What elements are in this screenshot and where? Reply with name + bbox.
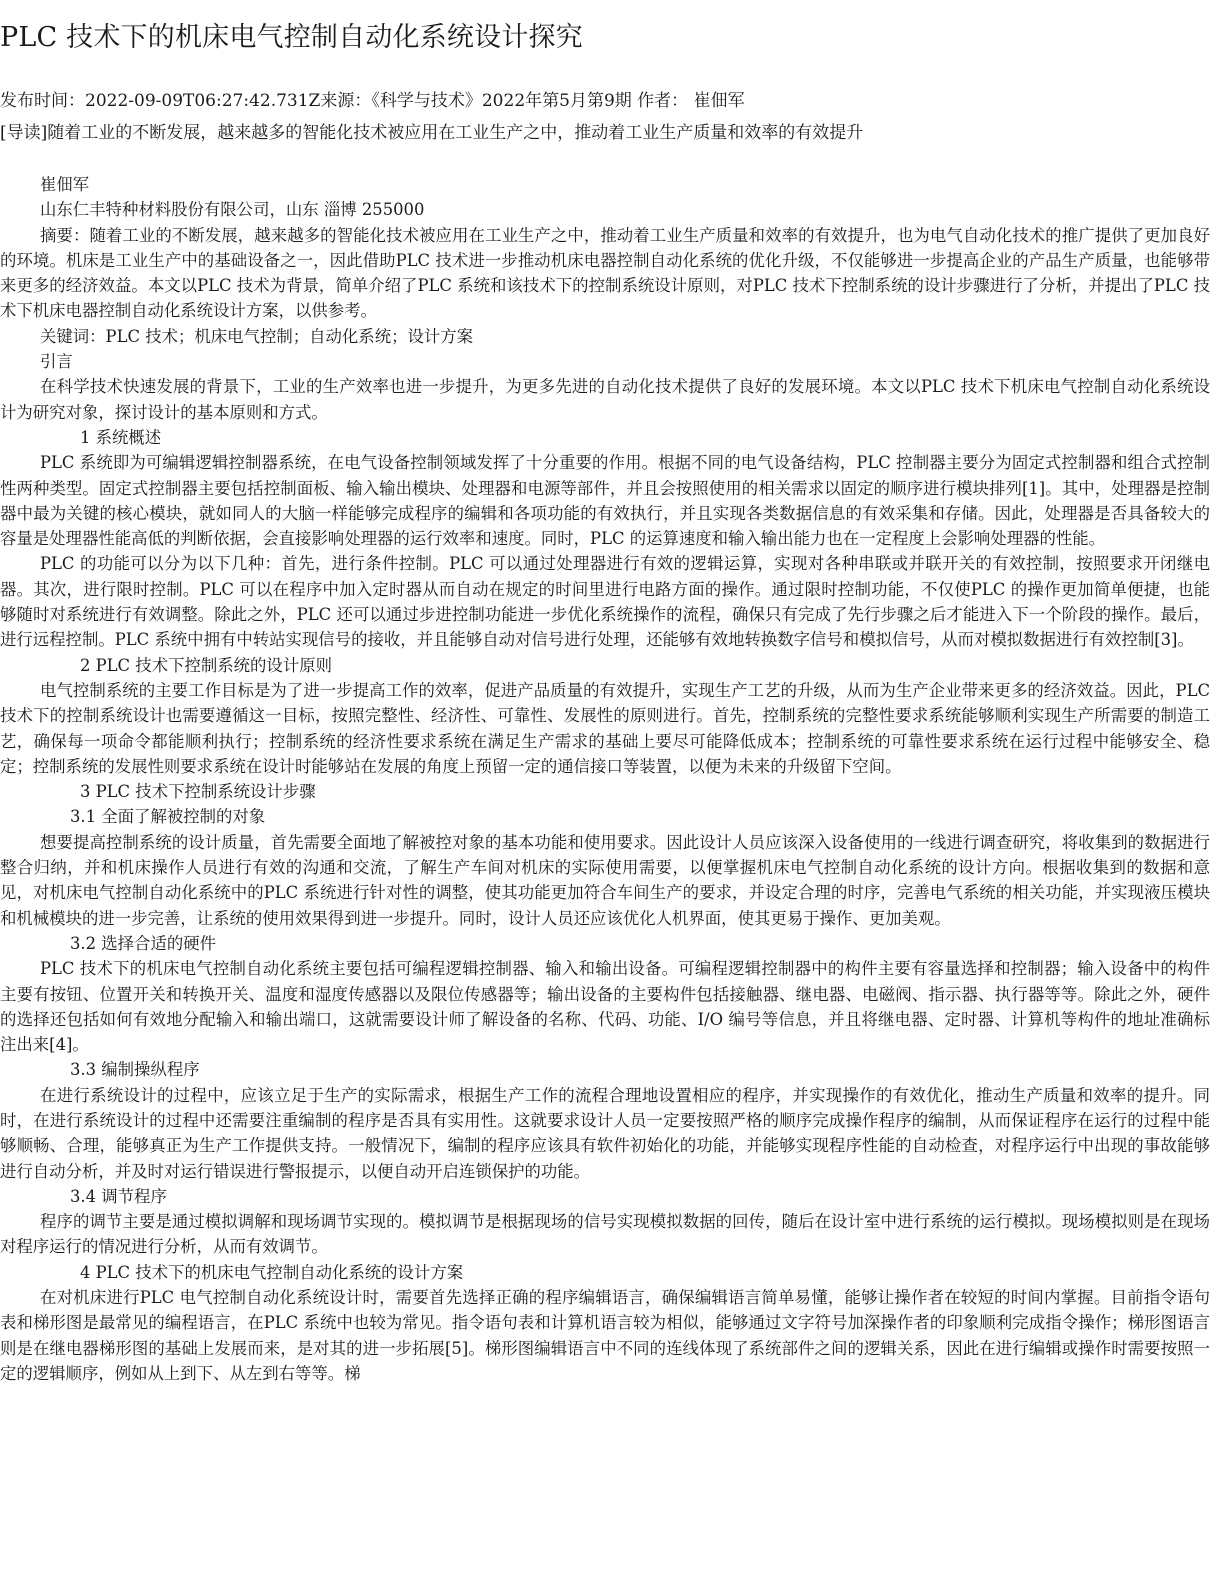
article-body [0, 170, 1210, 1386]
section-4-heading: 4 PLC 技术下的机床电气控制自动化系统的设计方案 [80, 1262, 464, 1282]
section-3-1-heading: 3.1 全面了解被控制的对象 [70, 807, 266, 827]
section-3-2-heading: 3.2 选择合适的硬件 [70, 933, 217, 953]
section-3-4-paragraph: 程序的调节主要是通过模拟调解和现场调节实现的。模拟调节是根据现场的信号实现模拟数据的回传，随后在设计室中进行系统的运行模拟。现场模拟则是在现场对程序运行的情况进行分析，从而有效调节。 [0, 1212, 1210, 1257]
section-1-heading: 1 系统概述 [80, 427, 162, 447]
article-meta: 发布时间：2022-09-09T06:27:42.731Z来源：《科学与技术》2022年第5月第9期 作者： 崔佃军 [0, 91, 745, 111]
article-title: PLC 技术下的机床电气控制自动化系统设计探究 [0, 22, 583, 53]
section-3-4-heading: 3.4 调节程序 [70, 1186, 167, 1206]
section-3-1-paragraph: 想要提高控制系统的设计质量，首先需要全面地了解被控对象的基本功能和使用要求。因此设计人员应该深入设备使用的一线进行调查研究，将收集到的数据进行整合归纳，并和机床操作人员进行有效的沟通和交流，了解生产车间对机床的实际使用需要，以便掌握机床电气控制自动化系统的设计方向。根据收集到的数据和意见，对机床电气控制自动化系统中的PLC 系统进行针对性的调整，使其功能更加符合车间生产的要求，并设定合理的时序，完善电气系统的相关功能，并实现液压模块和机械模块的进一步完善，让系统的使用效果得到进一步提升。同时，设计人员还应该优化人机界面，使其更易于操作、更加美观。 [0, 832, 1210, 928]
section-2-paragraph: 电气控制系统的主要工作目标是为了进一步提高工作的效率，促进产品质量的有效提升，实现生产工艺的升级，从而为生产企业带来更多的经济效益。因此，PLC 技术下的控制系统设计也需要遵循这一目标，按照完整性、经济性、可靠性、发展性的原则进行。首先，控制系统的完整性要求系统能够顺利实现生产所需要的制造工艺，确保每一项命令都能顺利执行；控制系统的经济性要求系统在满足生产需求的基础上要尽可能降低成本；控制系统的可靠性要求系统在运行过程中能够安全、稳定；控制系统的发展性则要求系统在设计时能够站在发展的角度上预留一定的通信接口等装置，以便为未来的升级留下空间。 [0, 680, 1210, 776]
article-lead: [导读]随着工业的不断发展，越来越多的智能化技术被应用在工业生产之中，推动着工业生产质量和效率的有效提升 [0, 123, 864, 143]
intro-paragraph: 在科学技术快速发展的背景下，工业的生产效率也进一步提升，为更多先进的自动化技术提供了良好的发展环境。本文以PLC 技术下机床电气控制自动化系统设计为研究对象，探讨设计的基本原则和方式。 [0, 377, 1210, 422]
keywords-line: 关键词：PLC 技术；机床电气控制；自动化系统；设计方案 [40, 326, 474, 346]
intro-heading: 引言 [40, 352, 73, 372]
section-2-heading: 2 PLC 技术下控制系统的设计原则 [80, 655, 332, 675]
section-3-3-paragraph: 在进行系统设计的过程中，应该立足于生产的实际需求，根据生产工作的流程合理地设置相应的程序，并实现操作的有效优化，推动生产质量和效率的提升。同时，在进行系统设计的过程中还需要注重编制的程序是否具有实用性。这就要求设计人员一定要按照严格的顺序完成操作程序的编制，从而保证程序在运行的过程中能够顺畅、合理，能够真正为生产工作提供支持。一般情况下，编制的程序应该具有软件初始化的功能，并能够实现程序性能的自动检查，对程序运行中出现的事故能够进行自动分析，并及时对运行错误进行警报提示，以便自动开启连锁保护的功能。 [0, 1085, 1210, 1181]
abstract-paragraph: 摘要：随着工业的不断发展，越来越多的智能化技术被应用在工业生产之中，推动着工业生产质量和效率的有效提升，也为电气自动化技术的推广提供了更加良好的环境。机床是工业生产中的基础设备之一，因此借助PLC 技术进一步推动机床电器控制自动化系统的优化升级，不仅能够进一步提高企业的产品生产质量，也能够带来更多的经济效益。本文以PLC 技术为背景，简单介绍了PLC 系统和该技术下的控制系统设计原则，对PLC 技术下控制系统的设计步骤进行了分析，并提出了PLC 技术下机床电器控制自动化系统设计方案，以供参考。 [0, 225, 1210, 321]
author-name: 崔佃军 [40, 175, 90, 194]
section-1-paragraph-1: PLC 系统即为可编辑逻辑控制器系统，在电气设备控制领域发挥了十分重要的作用。根据不同的电气设备结构，PLC 控制器主要分为固定式控制器和组合式控制性两种类型。固定式控制器主要包括控制面板、输入输出模块、处理器和电源等部件，并且会按照使用的相关需求以固定的顺序进行模块排列[1]。其中，处理器是控制器中最为关键的核心模块，就如同人的大脑一样能够完成程序的编辑和各项功能的有效执行，并且实现各类数据信息的有效采集和存储。因此，处理器是否具备较大的容量是处理器性能高低的判断依据，会直接影响处理器的运行效率和速度。同时，PLC 的运算速度和输入输出能力也在一定程度上会影响处理器的性能。 [0, 453, 1210, 549]
section-4-paragraph: 在对机床进行PLC 电气控制自动化系统设计时，需要首先选择正确的程序编辑语言，确保编辑语言简单易懂，能够让操作者在较短的时间内掌握。目前指令语句表和梯形图是最常见的编程语言，在PLC 系统中也较为常见。指令语句表和计算机语言较为相似，能够通过文字符号加深操作者的印象顺利完成指令操作；梯形图语言则是在继电器梯形图的基础上发展而来，是对其的进一步拓展[5]。梯形图编辑语言中不同的连线体现了系统部件之间的逻辑关系，因此在进行编辑或操作时需要按照一定的逻辑顺序，例如从上到下、从左到右等等。梯 [0, 1288, 1210, 1383]
section-1-paragraph-2: PLC 的功能可以分为以下几种：首先，进行条件控制。PLC 可以通过处理器进行有效的逻辑运算，实现对各种串联或并联开关的有效控制，按照要求开闭继电器。其次，进行限时控制。PLC 可以在程序中加入定时器从而自动在规定的时间里进行电路方面的操作。通过限时控制功能，不仅使PLC 的操作更加简单便捷，也能够随时对系统进行有效调整。除此之外，PLC 还可以通过步进控制功能进一步优化系统操作的流程，确保只有完成了先行步骤之后才能进入下一个阶段的操作。最后，进行远程控制。PLC 系统中拥有中转站实现信号的接收，并且能够自动对信号进行处理，还能够有效地转换数字信号和模拟信号，从而对模拟数据进行有效控制[3]。 [0, 554, 1210, 650]
section-3-heading: 3 PLC 技术下控制系统设计步骤 [80, 782, 316, 802]
author-affiliation: 山东仁丰特种材料股份有限公司，山东 淄博 255000 [40, 200, 425, 220]
section-3-3-heading: 3.3 编制操纵程序 [70, 1060, 200, 1080]
section-3-2-paragraph: PLC 技术下的机床电气控制自动化系统主要包括可编程逻辑控制器、输入和输出设备。可编程逻辑控制器中的构件主要有容量选择和控制器；输入设备中的构件主要有按钮、位置开关和转换开关、温度和湿度传感器以及限位传感器等；输出设备的主要构件包括接触器、继电器、电磁阀、指示器、执行器等等。除此之外，硬件的选择还包括如何有效地分配输入和输出端口，这就需要设计师了解设备的名称、代码、功能、I/O 编号等信息，并且将继电器、定时器、计算机等构件的地址准确标注出来[4]。 [0, 959, 1210, 1055]
